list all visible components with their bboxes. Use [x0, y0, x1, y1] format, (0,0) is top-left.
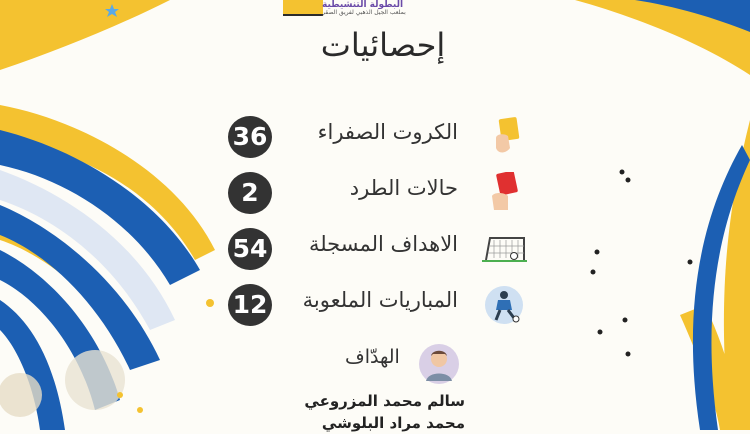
stat-label: الكروت الصفراء: [317, 120, 458, 144]
player-avatar-icon: [418, 343, 460, 385]
tournament-logo: [283, 0, 323, 16]
top-scorer-list: [295, 390, 465, 434]
stat-value-badge: 2: [228, 172, 272, 214]
stat-value-badge: 54: [228, 228, 272, 270]
header-brand: البطولة التنشيطية: [322, 0, 404, 10]
yellow-card-icon: [480, 116, 528, 158]
stat-row-yellow-cards: [228, 116, 528, 158]
stat-row-goals: [228, 228, 528, 270]
stat-label: المباريات الملعوبة: [302, 288, 458, 312]
stat-row-red-cards: [228, 172, 528, 214]
scorer-name: سالم محمد المزروعي: [304, 392, 465, 410]
red-card-icon: [480, 172, 528, 214]
top-scorer-title: الهدّاف: [345, 346, 400, 368]
stat-row-matches: [228, 284, 528, 326]
goal-net-icon: [480, 228, 528, 270]
scorer-name: محمد مراد البلوشي: [321, 414, 465, 432]
player-kick-icon: [480, 284, 528, 326]
stat-label: حالات الطرد: [349, 176, 458, 200]
stat-label: الاهداف المسجلة: [308, 232, 458, 256]
page-title: إحصائيات: [320, 26, 446, 64]
stat-value-badge: 12: [228, 284, 272, 326]
header-subtitle: بملعب الجيل الذهبي لفريق الصقر: [322, 9, 406, 16]
stat-value-badge: 36: [228, 116, 272, 158]
